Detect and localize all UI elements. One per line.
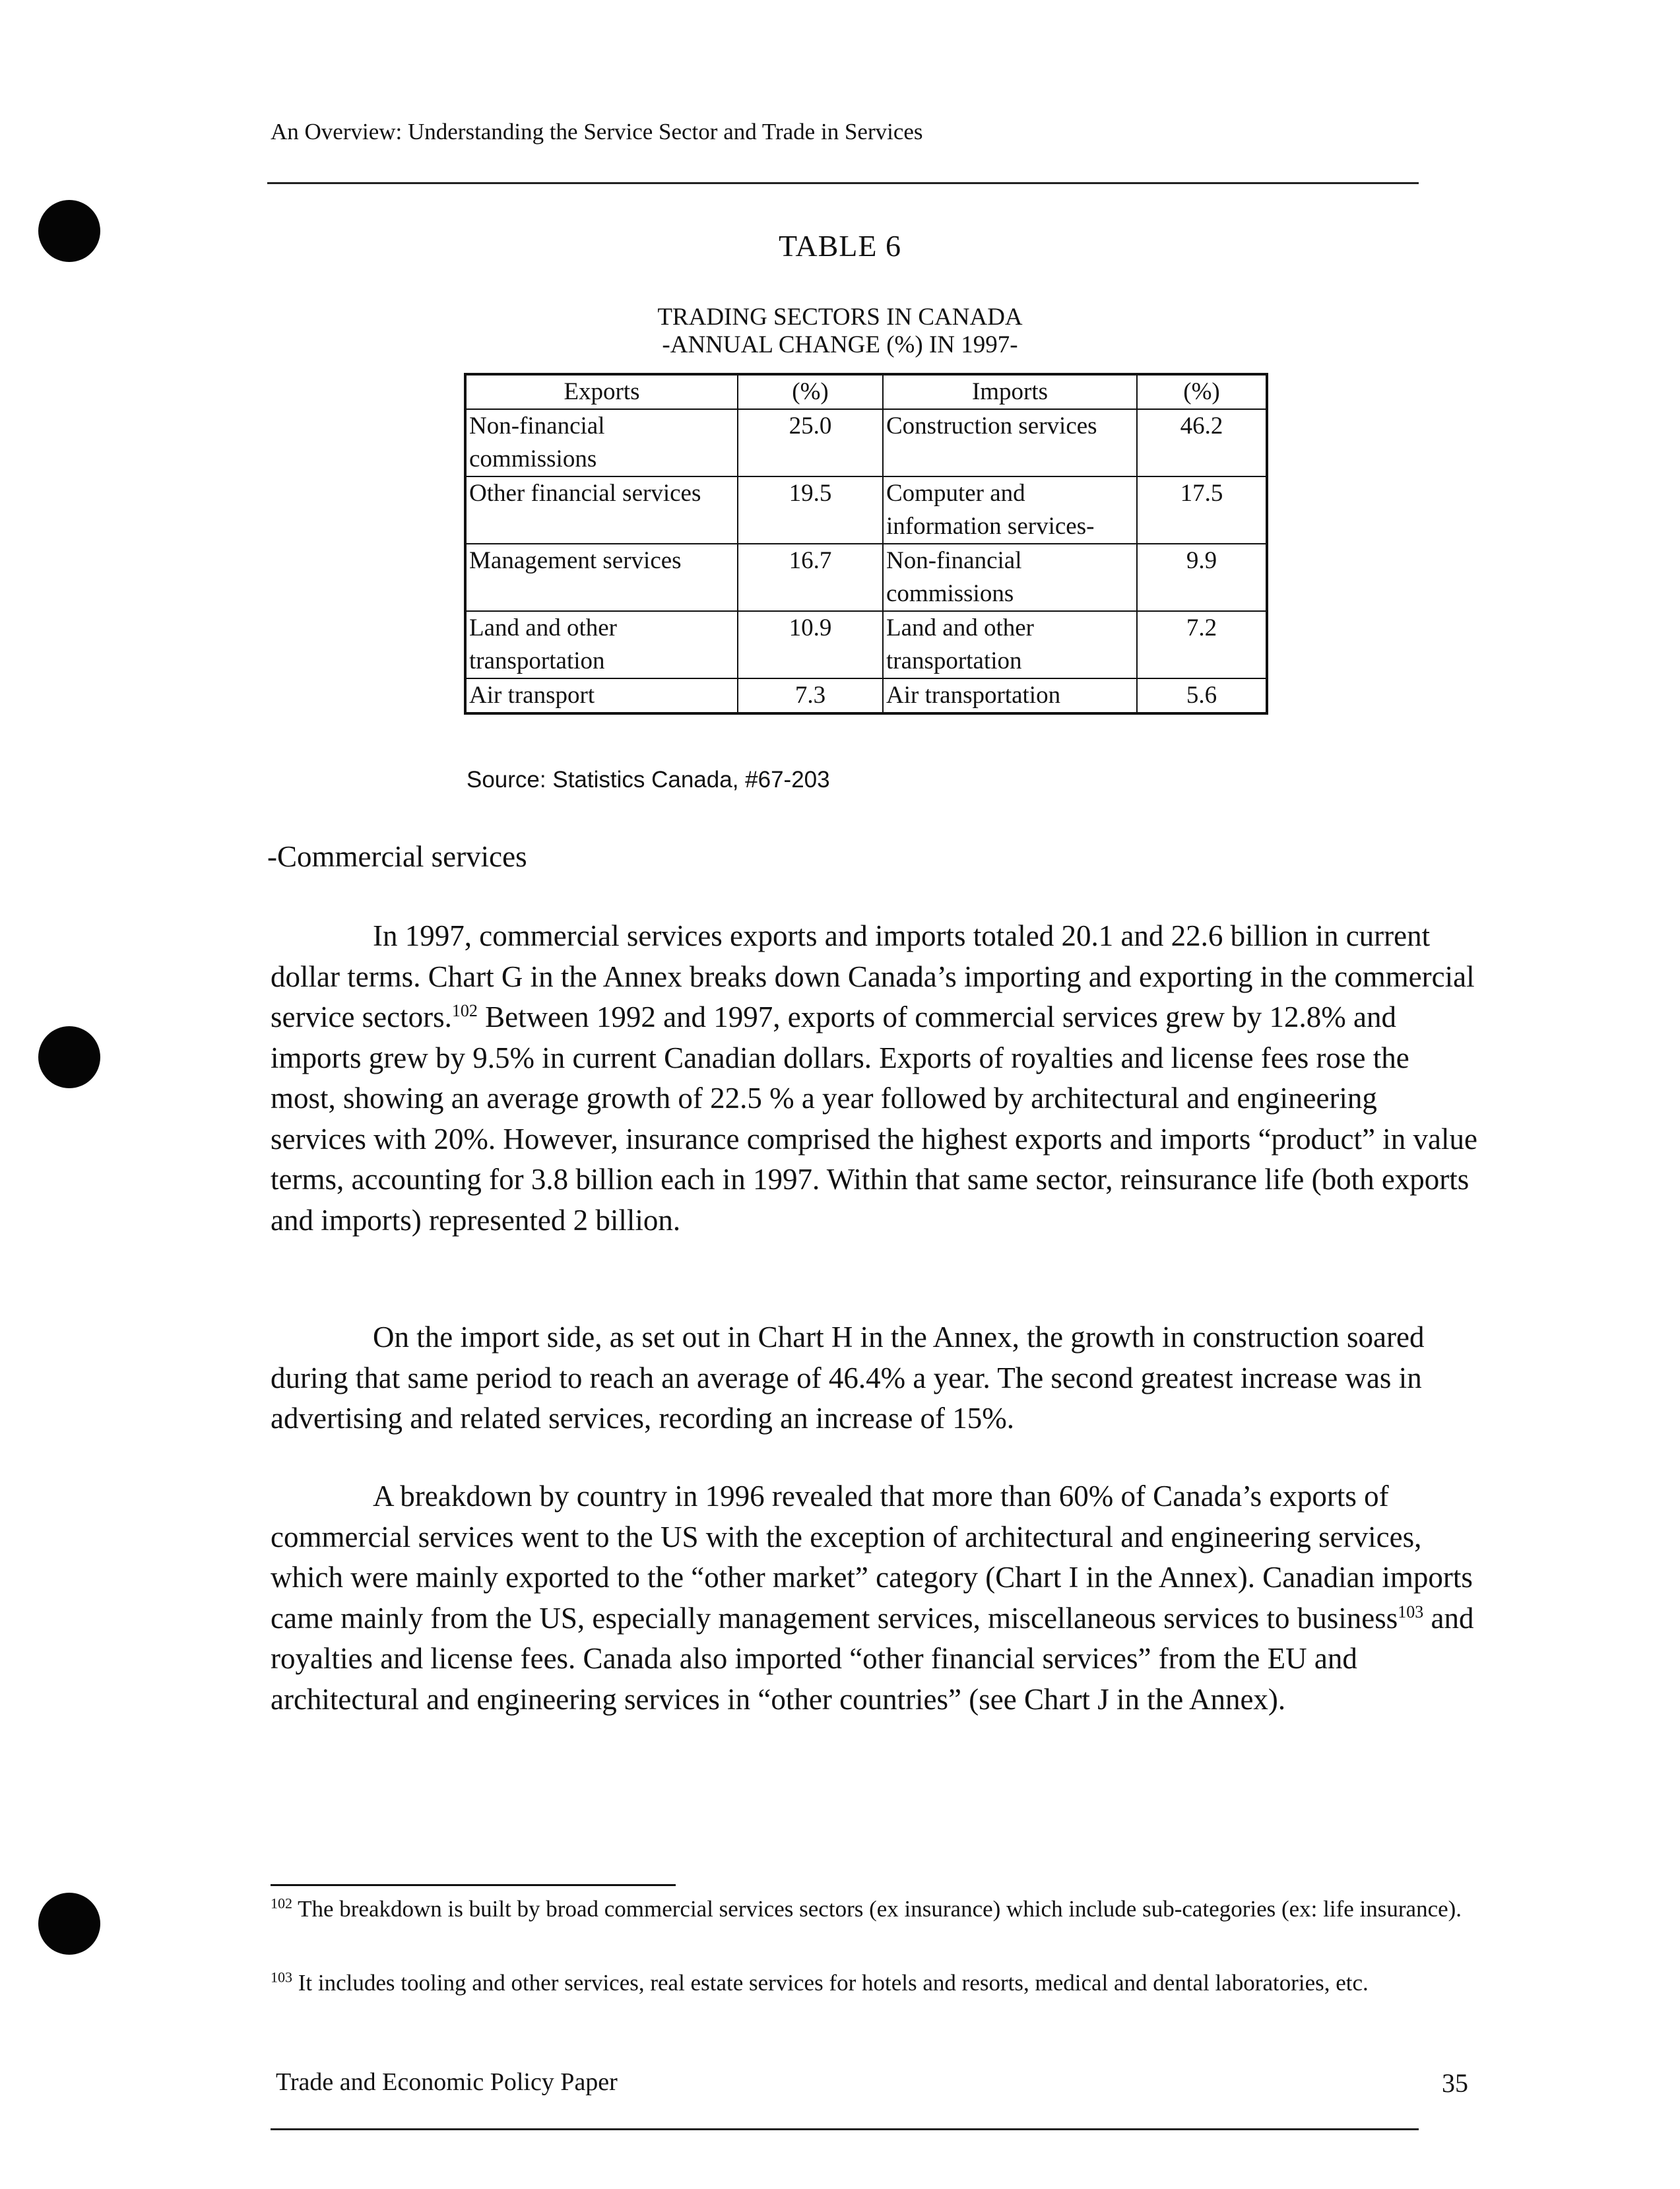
footnote-separator xyxy=(271,1884,676,1886)
export-sector-cell: Non-financial commissions xyxy=(465,409,738,476)
paragraph-text: and royalties and license fees. Canada also imported “other financial services” from the EU and architectural and engineering services in “other countries” (see Chart J in the Annex). xyxy=(271,1601,1474,1716)
table-row xyxy=(465,611,1267,678)
paragraph-text: In 1997, commercial services exports and imports totaled 20.1 and 22.6 billion in current dollar terms. Chart G in the Annex breaks down Canada’s importing and exporting in the commercial service sectors. xyxy=(271,919,1475,1033)
footnote-number: 103 xyxy=(271,1969,292,1986)
table-row xyxy=(465,544,1267,611)
export-pct-cell: 19.5 xyxy=(738,476,883,544)
import-pct-cell: 46.2 xyxy=(1137,409,1267,476)
import-pct-cell: 17.5 xyxy=(1137,476,1267,544)
trading-sectors-table xyxy=(464,373,1268,715)
table-source-note: Source: Statistics Canada, #67-203 xyxy=(467,767,830,793)
column-header-exports: Exports xyxy=(465,374,738,409)
table-row xyxy=(465,476,1267,544)
table-row xyxy=(465,678,1267,713)
page-number: 35 xyxy=(1442,2068,1468,2098)
export-pct-cell: 16.7 xyxy=(738,544,883,611)
footnote-103 xyxy=(271,1965,1478,2002)
column-header-export-pct: (%) xyxy=(738,374,883,409)
footer-publication: Trade and Economic Policy Paper xyxy=(276,2068,618,2096)
footer-rule xyxy=(271,2128,1419,2130)
footnote-number: 102 xyxy=(271,1895,292,1912)
footnote-text: The breakdown is built by broad commercial services sectors (ex insurance) which include sub-categories (ex: life insurance). xyxy=(292,1896,1462,1922)
import-sector-cell: Construction services xyxy=(883,409,1137,476)
export-sector-cell: Air transport xyxy=(465,678,738,713)
export-sector-cell: Land and other transportation xyxy=(465,611,738,678)
export-sector-cell: Management services xyxy=(465,544,738,611)
paragraph-text: A breakdown by country in 1996 revealed that more than 60% of Canada’s exports of commercial services went to the US with the exception of architectural and engineering services, which were mainly exported to the “other market” category (Chart I in the Annex). Canadian imports came mainly from the US, especially management services, miscellaneous services to business xyxy=(271,1480,1473,1635)
import-sector-cell: Computer and information services- xyxy=(883,476,1137,544)
export-pct-cell: 10.9 xyxy=(738,611,883,678)
paragraph-import-side xyxy=(271,1317,1478,1439)
footnote-text: It includes tooling and other services, real estate services for hotels and resorts, medical and dental laboratories, etc. xyxy=(292,1970,1369,1996)
import-pct-cell: 7.2 xyxy=(1137,611,1267,678)
paragraph-text: Between 1992 and 1997, exports of commercial services grew by 12.8% and imports grew by 9.5% in current Canadian dollars. Exports of royalties and license fees rose the most, showing an average growth of 22.5 % a year followed by architectural and engineering services with 20%. However, insurance comprised the highest exports and imports “product” in value terms, accounting for 3.8 billion each in 1997. Within that same sector, reinsurance life (both exports and imports) represented 2 billion. xyxy=(271,1000,1477,1237)
table-number: TABLE 6 xyxy=(778,229,901,263)
section-heading: -Commercial services xyxy=(267,840,527,873)
table-row xyxy=(465,409,1267,476)
table-header-row xyxy=(465,374,1267,409)
punch-hole-middle xyxy=(38,1026,100,1088)
table-title-line-1: TRADING SECTORS IN CANADA xyxy=(657,304,1023,331)
column-header-import-pct: (%) xyxy=(1137,374,1267,409)
import-pct-cell: 5.6 xyxy=(1137,678,1267,713)
header-rule xyxy=(267,182,1419,184)
footnote-reference: 102 xyxy=(451,1001,478,1020)
running-header: An Overview: Understanding the Service Sector and Trade in Services xyxy=(271,119,923,145)
column-header-imports: Imports xyxy=(883,374,1137,409)
table-title-line-2: -ANNUAL CHANGE (%) IN 1997- xyxy=(662,331,1018,358)
footnote-102 xyxy=(271,1891,1478,1928)
import-sector-cell: Air transportation xyxy=(883,678,1137,713)
paragraph-text: On the import side, as set out in Chart H in the Annex, the growth in construction soared during that same period to reach an average of 46.4% a year. The second greatest increase was in advertising and related services, recording an increase of 15%. xyxy=(271,1321,1425,1435)
import-pct-cell: 9.9 xyxy=(1137,544,1267,611)
paragraph-commercial-services xyxy=(271,916,1478,1241)
import-sector-cell: Non-financial commissions xyxy=(883,544,1137,611)
export-pct-cell: 25.0 xyxy=(738,409,883,476)
export-pct-cell: 7.3 xyxy=(738,678,883,713)
paragraph-breakdown-by-country xyxy=(271,1476,1478,1720)
punch-hole-bottom xyxy=(38,1893,100,1955)
export-sector-cell: Other financial services xyxy=(465,476,738,544)
import-sector-cell: Land and other transportation xyxy=(883,611,1137,678)
footnote-reference: 103 xyxy=(1398,1602,1424,1621)
table-title xyxy=(0,304,1680,359)
